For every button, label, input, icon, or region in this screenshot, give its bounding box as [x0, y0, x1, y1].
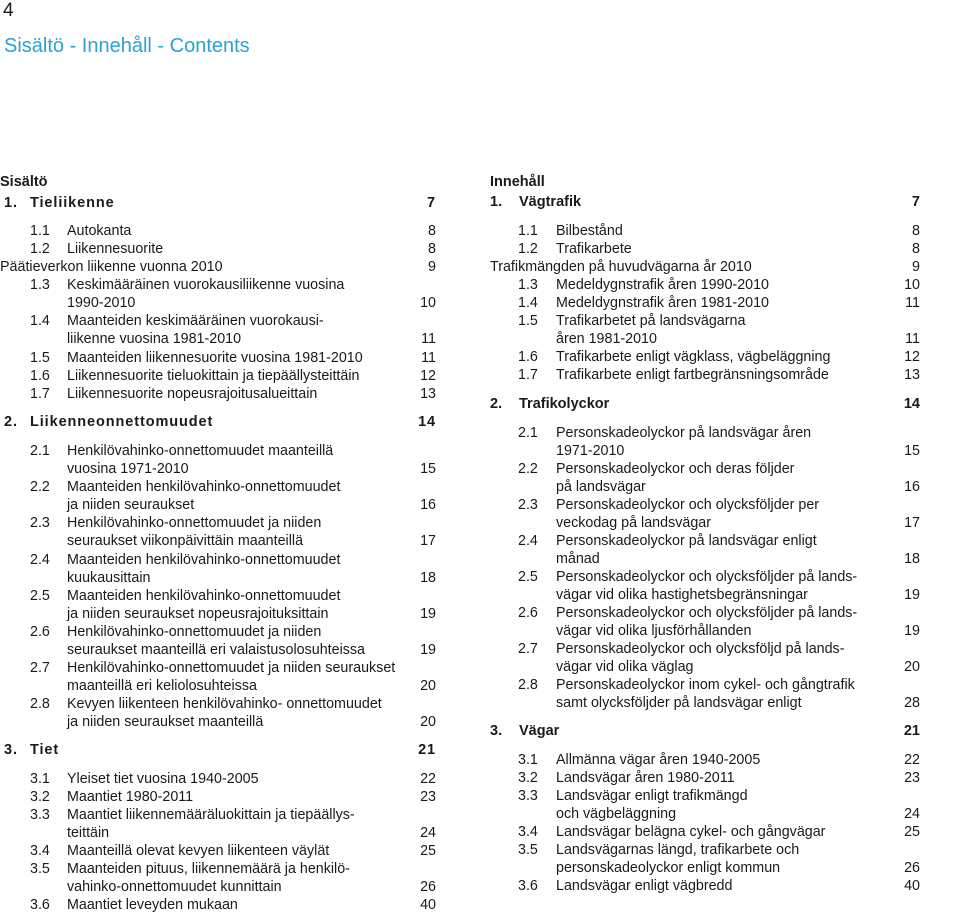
toc-title: Yleiset tiet vuosina 1940-2005 [67, 771, 259, 787]
toc-title: vägar vid olika hastighetsbegränsningar [556, 587, 808, 603]
toc-page-number: 10 [420, 295, 436, 311]
toc-title: Maanteiden henkilövahinko-onnettomuudet [67, 588, 341, 604]
toc-number: 2.1 [30, 443, 50, 459]
toc-page-number: 13 [420, 386, 436, 402]
toc-title: Tiet [30, 742, 60, 758]
toc-page-number: 21 [903, 723, 920, 739]
toc-title: ja niiden seuraukset nopeusrajoituksittain [67, 606, 329, 622]
toc-title: vägar vid olika ljusförhållanden [556, 623, 752, 639]
toc-title: samt olycksföljder på landsvägar enligt [556, 695, 802, 711]
toc-number: 3.6 [30, 897, 50, 913]
toc-number: 2. [490, 396, 503, 412]
toc-number: 1.6 [518, 349, 538, 365]
toc-title: Personskadeolyckor inom cykel- och gångtrafik [556, 677, 855, 693]
toc-page-number: 11 [905, 295, 920, 311]
toc-title: Maanteiden liikennesuorite vuosina 1981-2010 [67, 350, 363, 366]
toc-page-number: 12 [904, 349, 920, 365]
toc-page-number: 15 [420, 461, 436, 477]
toc-title: Maantiet 1980-2011 [67, 789, 194, 805]
toc-title: Maanteiden pituus, liikennemäärä ja henkilö- [67, 861, 350, 877]
toc-page-number: 13 [904, 367, 920, 383]
toc-number: 2.2 [518, 461, 538, 477]
toc-number: 3.4 [518, 824, 538, 840]
toc-page-number: 9 [428, 259, 436, 275]
toc-title: Trafikmängden på huvudvägarna år 2010 [490, 259, 752, 275]
toc-title: Trafikolyckor [519, 396, 610, 412]
toc-page-number: 16 [904, 479, 920, 495]
toc-title: Henkilövahinko-onnettomuudet maanteillä [67, 443, 334, 459]
toc-title: Päätieverkon liikenne vuonna 2010 [0, 259, 223, 275]
toc-page-number: 9 [912, 259, 920, 275]
toc-page-number: 16 [420, 497, 436, 513]
toc-title: Medeldygnstrafik åren 1981-2010 [556, 295, 770, 311]
toc-title: teittäin [67, 825, 110, 841]
toc-title: seuraukset viikonpäivittäin maanteillä [67, 533, 304, 549]
toc-title: Vägtrafik [519, 194, 582, 210]
page-title: Sisältö - Innehåll - Contents [4, 35, 250, 57]
toc-number: 3.4 [30, 843, 50, 859]
page-number: 4 [3, 0, 14, 21]
toc-page-number: 18 [904, 551, 920, 567]
toc-title: Trafikarbetet på landsvägarna [556, 313, 746, 329]
toc-number: 2.8 [518, 677, 538, 693]
toc-page-number: 11 [421, 350, 436, 366]
toc-number: 2.5 [30, 588, 50, 604]
toc-number: 2.3 [518, 497, 538, 513]
toc-number: 3.5 [518, 842, 538, 858]
toc-page-number: 7 [911, 194, 920, 210]
toc-number: 3.2 [518, 770, 538, 786]
toc-page-number: 19 [420, 606, 436, 622]
toc-title: Liikenneonnettomuudet [30, 414, 214, 430]
toc-page-number: 7 [427, 195, 436, 211]
toc-page-number: 26 [420, 879, 436, 895]
toc-title: Landsvägar belägna cykel- och gångvägar [556, 824, 826, 840]
toc-number: 1.1 [518, 223, 538, 239]
toc-title: Maanteiden henkilövahinko-onnettomuudet [67, 552, 341, 568]
toc-page-number: 11 [905, 331, 920, 347]
toc-number: 2.6 [30, 624, 50, 640]
toc-title: på landsvägar [556, 479, 646, 495]
toc-page-number: 28 [904, 695, 920, 711]
toc-title: kuukausittain [67, 570, 151, 586]
toc-title: veckodag på landsvägar [556, 515, 711, 531]
toc-title: Bilbestånd [556, 223, 623, 239]
toc-page-number: 40 [420, 897, 436, 913]
toc-page-number: 14 [903, 396, 920, 412]
toc-title: Personskadeolyckor och olycksföljd på lands- [556, 641, 845, 657]
toc-title: vahinko-onnettomuudet kunnittain [67, 879, 282, 895]
toc-title: Trafikarbete enligt fartbegränsningsområde [556, 367, 829, 383]
toc-page-number: 24 [420, 825, 436, 841]
toc-title: Maantiet liikennemääräluokittain ja tiepäällys- [67, 807, 355, 823]
toc-title: Kevyen liikenteen henkilövahinko- onnettomuudet [67, 696, 382, 712]
toc-title: Landsvägar enligt trafikmängd [556, 788, 748, 804]
toc-page-number: 14 [418, 414, 436, 430]
toc-title: personskadeolyckor enligt kommun [556, 860, 781, 876]
toc-page-number: 12 [420, 368, 436, 384]
toc-number: 2.6 [518, 605, 538, 621]
toc-number: 1.4 [518, 295, 538, 311]
toc-title: Personskadeolyckor på landsvägar åren [556, 425, 812, 441]
toc-number: 1.2 [518, 241, 538, 257]
toc-title: Maanteiden henkilövahinko-onnettomuudet [67, 479, 341, 495]
toc-title: ja niiden seuraukset maanteillä [67, 714, 264, 730]
toc-title: Personskadeolyckor och deras följder [556, 461, 795, 477]
toc-page-number: 8 [912, 223, 920, 239]
toc-title: Henkilövahinko-onnettomuudet ja niiden seuraukset [67, 660, 396, 676]
toc-page-number: 8 [428, 223, 436, 239]
toc-page-number: 17 [420, 533, 436, 549]
toc-page-number: 19 [904, 623, 920, 639]
toc-page-number: 8 [912, 241, 920, 257]
toc-title: ja niiden seuraukset [67, 497, 195, 513]
toc-number: 1.5 [30, 350, 50, 366]
toc-number: 1.3 [30, 277, 50, 293]
toc-page-number: 20 [904, 659, 920, 675]
toc-title: Maanteillä olevat kevyen liikenteen väylät [67, 843, 330, 859]
toc-number: 2.1 [518, 425, 538, 441]
toc-title: Trafikarbete enligt vägklass, vägbeläggning [556, 349, 831, 365]
toc-page-number: 19 [420, 642, 436, 658]
toc-page-number: 19 [904, 587, 920, 603]
toc-page-number: 23 [420, 789, 436, 805]
toc-number: 3. [490, 723, 503, 739]
toc-title: Trafikarbete [556, 241, 632, 257]
toc-title: Henkilövahinko-onnettomuudet ja niiden [67, 515, 322, 531]
toc-title: och vägbeläggning [556, 806, 677, 822]
toc-number: 2.2 [30, 479, 50, 495]
toc-title: Liikennesuorite tieluokittain ja tiepäällysteittäin [67, 368, 360, 384]
toc-title: Liikennesuorite [67, 241, 164, 257]
toc-number: 1.4 [30, 313, 50, 329]
toc-page-number: 25 [420, 843, 436, 859]
toc-title: Henkilövahinko-onnettomuudet ja niiden [67, 624, 322, 640]
toc-page-number: 25 [904, 824, 920, 840]
toc-page-number: 20 [420, 678, 436, 694]
toc-title: 1990-2010 [67, 295, 136, 311]
toc-number: 3.3 [518, 788, 538, 804]
toc-title: Autokanta [67, 223, 132, 239]
toc-number: 1.6 [30, 368, 50, 384]
toc-page-number: 8 [428, 241, 436, 257]
toc-number: 2.7 [518, 641, 538, 657]
toc-title: Liikennesuorite nopeusrajoitusalueittain [67, 386, 318, 402]
toc-title: Landsvägar åren 1980-2011 [556, 770, 735, 786]
toc-title: 1971-2010 [556, 443, 625, 459]
toc-number: 1. [4, 195, 18, 211]
toc-heading-text: Innehåll [490, 174, 545, 190]
toc-title: Landsvägarnas längd, trafikarbete och [556, 842, 800, 858]
toc-number: 2.3 [30, 515, 50, 531]
toc-number: 2.8 [30, 696, 50, 712]
toc-title: Personskadeolyckor på landsvägar enligt [556, 533, 817, 549]
toc-number: 3.3 [30, 807, 50, 823]
toc-title: Tieliikenne [30, 195, 115, 211]
toc-page-number: 17 [904, 515, 920, 531]
toc-page-number: 26 [904, 860, 920, 876]
toc-number: 2. [4, 414, 18, 430]
toc-number: 1.1 [30, 223, 50, 239]
toc-title: Allmänna vägar åren 1940-2005 [556, 752, 761, 768]
toc-title: Vägar [519, 723, 560, 739]
toc-number: 1.2 [30, 241, 50, 257]
toc-number: 3. [4, 742, 18, 758]
toc-page-number: 20 [420, 714, 436, 730]
toc-title: vuosina 1971-2010 [67, 461, 189, 477]
toc-title: liikenne vuosina 1981-2010 [67, 331, 242, 347]
toc-number: 1.3 [518, 277, 538, 293]
toc-title: Maanteiden keskimääräinen vuorokausi- [67, 313, 324, 329]
toc-number: 2.4 [518, 533, 538, 549]
toc-title: Personskadeolyckor och olycksföljder på lands- [556, 569, 858, 585]
toc-number: 1.5 [518, 313, 538, 329]
toc-number: 2.7 [30, 660, 50, 676]
toc-page-number: 22 [420, 771, 436, 787]
toc-heading-text: Sisältö [0, 174, 48, 190]
toc-page-number: 40 [904, 878, 920, 894]
toc-number: 2.5 [518, 569, 538, 585]
toc-page-number: 11 [421, 331, 436, 347]
toc-number: 3.1 [518, 752, 538, 768]
toc-page-number: 18 [420, 570, 436, 586]
toc-title: Personskadeolyckor och olycksföljder på lands- [556, 605, 858, 621]
toc-title: åren 1981-2010 [556, 331, 657, 347]
toc-number: 3.5 [30, 861, 50, 877]
toc-title: seuraukset maanteillä eri valaistusolosuhteissa [67, 642, 366, 658]
toc-title: Maantiet leveyden mukaan [67, 897, 238, 913]
toc-title: maanteillä eri keliolosuhteissa [67, 678, 257, 694]
toc-title: Medeldygnstrafik åren 1990-2010 [556, 277, 770, 293]
toc-page-number: 22 [904, 752, 920, 768]
toc-title: Personskadeolyckor och olycksföljder per [556, 497, 820, 513]
toc-number: 3.6 [518, 878, 538, 894]
toc-number: 1.7 [518, 367, 538, 383]
toc-title: vägar vid olika väglag [556, 659, 694, 675]
toc-page-number: 15 [904, 443, 920, 459]
toc-title: Keskimääräinen vuorokausiliikenne vuosina [67, 277, 345, 293]
toc-page-number: 23 [904, 770, 920, 786]
toc-number: 2.4 [30, 552, 50, 568]
toc-page-number: 21 [418, 742, 436, 758]
toc-title: månad [556, 551, 600, 567]
toc-number: 3.2 [30, 789, 50, 805]
toc-number: 1.7 [30, 386, 50, 402]
toc-page-number: 24 [904, 806, 920, 822]
toc-page-number: 10 [904, 277, 920, 293]
toc-number: 1. [490, 194, 503, 210]
toc-number: 3.1 [30, 771, 50, 787]
toc-title: Landsvägar enligt vägbredd [556, 878, 733, 894]
